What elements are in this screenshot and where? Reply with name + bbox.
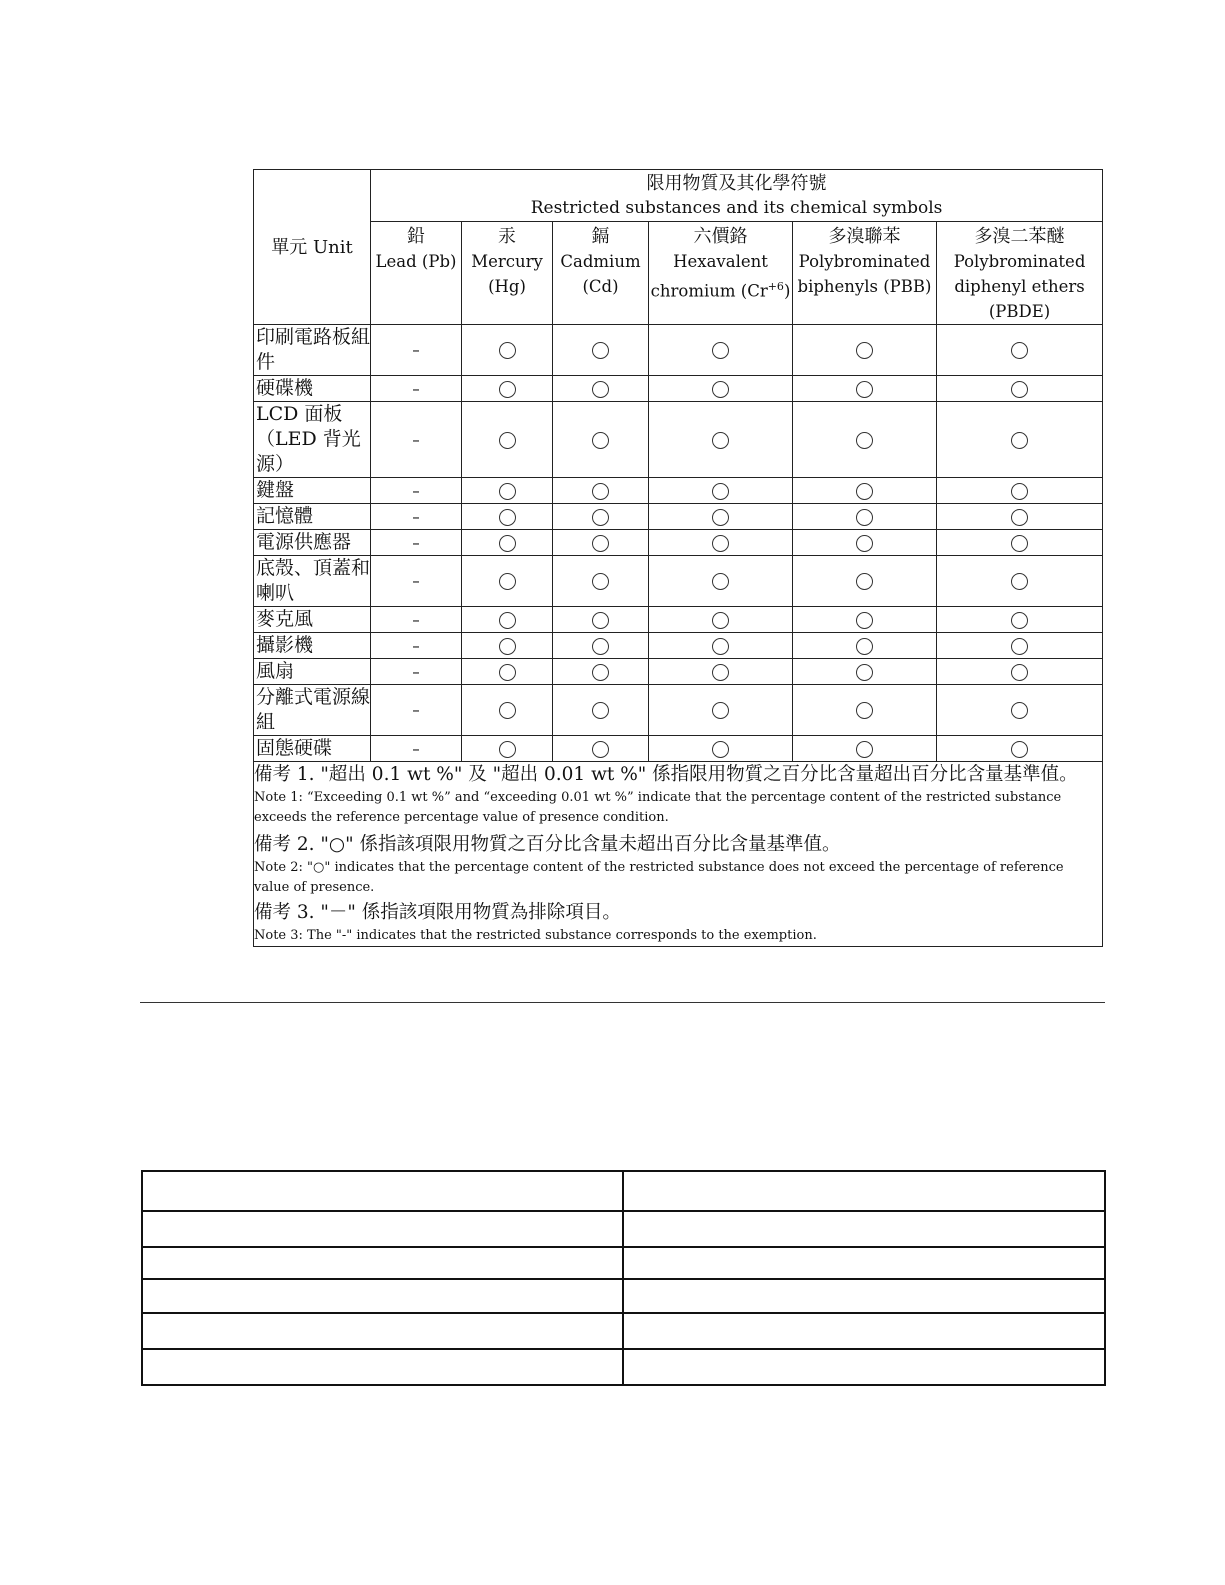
- unit-name: 固態硬碟: [254, 736, 371, 762]
- dash-mark: –: [412, 636, 420, 655]
- substance-cell: [793, 736, 937, 762]
- substance-cell: [649, 325, 793, 376]
- circle-icon: [1011, 483, 1028, 500]
- circle-icon: [1011, 638, 1028, 655]
- unit-name: 電源供應器: [254, 530, 371, 556]
- table-row: [142, 1211, 1105, 1247]
- circle-icon: [1011, 741, 1028, 758]
- table-cell: [142, 1279, 623, 1313]
- column-header-en-text: Cadmium (Cd): [560, 252, 641, 296]
- circle-icon: [499, 664, 516, 681]
- column-header: [371, 222, 462, 325]
- substance-cell: [793, 530, 937, 556]
- table-row: [142, 1247, 1105, 1279]
- table-cell: [623, 1171, 1105, 1211]
- circle-icon: [592, 483, 609, 500]
- dash-mark: –: [412, 430, 420, 449]
- circle-icon: [592, 432, 609, 449]
- circle-icon: [592, 381, 609, 398]
- substance-cell: [649, 556, 793, 607]
- substance-cell: [553, 556, 649, 607]
- column-header-zh: 鎘: [591, 226, 610, 247]
- substance-cell: [937, 530, 1103, 556]
- column-header-en: [937, 249, 1102, 324]
- circle-icon: [592, 702, 609, 719]
- substance-cell: [793, 556, 937, 607]
- substance-cell: [553, 402, 649, 478]
- dash-mark: –: [412, 739, 420, 758]
- substance-cell: [937, 325, 1103, 376]
- substance-cell: [649, 376, 793, 402]
- substance-cell: [937, 556, 1103, 607]
- circle-icon: [592, 664, 609, 681]
- dash-mark: –: [412, 341, 420, 359]
- circle-icon: [499, 342, 516, 359]
- table-cell: [142, 1349, 623, 1385]
- circle-icon: [499, 573, 516, 590]
- circle-icon: [1011, 381, 1028, 398]
- substance-cell: [937, 685, 1103, 736]
- unit-name: 底殼、頂蓋和喇叭: [254, 556, 371, 607]
- substance-cell: [553, 376, 649, 402]
- substance-cell: [937, 402, 1103, 478]
- unit-name: 印刷電路板組件: [254, 325, 371, 376]
- column-header: [553, 222, 649, 325]
- circle-icon: [592, 535, 609, 552]
- circle-icon: [712, 741, 729, 758]
- substance-cell: [649, 478, 793, 504]
- table-row: [254, 736, 1103, 762]
- notes-cell: [254, 762, 1103, 947]
- substance-cell: [462, 530, 553, 556]
- circle-icon: [499, 509, 516, 526]
- table-row: [142, 1279, 1105, 1313]
- column-header: [793, 222, 937, 325]
- substance-cell: [937, 376, 1103, 402]
- unit-name: 攝影機: [254, 633, 371, 659]
- circle-icon: [712, 664, 729, 681]
- table-cell: [142, 1313, 623, 1349]
- circle-icon: [712, 381, 729, 398]
- column-header-zh: 六價鉻: [693, 226, 748, 247]
- circle-icon: [856, 432, 873, 449]
- table-cell: [142, 1171, 623, 1211]
- circle-icon: [856, 612, 873, 629]
- note2-zh: 備考 2. "○" 係指該項限用物質之百分比含量未超出百分比含量基準值。: [254, 834, 841, 855]
- restricted-substances-table: [253, 169, 1103, 947]
- substance-cell: [649, 607, 793, 633]
- substance-cell: [462, 376, 553, 402]
- table-cell: [142, 1211, 623, 1247]
- table-cell: [142, 1247, 623, 1279]
- substance-cell: [793, 376, 937, 402]
- table-row: [254, 376, 1103, 402]
- substance-cell: [462, 325, 553, 376]
- column-header-en-text: Mercury (Hg): [471, 252, 543, 296]
- column-header-close: ): [783, 281, 791, 301]
- dash-mark: –: [412, 572, 420, 590]
- circle-icon: [712, 342, 729, 359]
- column-header-zh: 鉛: [407, 226, 425, 247]
- table-row: [254, 478, 1103, 504]
- substance-cell: [371, 556, 462, 607]
- dash-mark: –: [412, 481, 420, 500]
- substance-cell: [462, 607, 553, 633]
- circle-icon: [856, 638, 873, 655]
- circle-icon: [1011, 664, 1028, 681]
- table-row: [142, 1313, 1105, 1349]
- substance-cell: [649, 685, 793, 736]
- circle-icon: [1011, 432, 1028, 449]
- substance-cell: [937, 736, 1103, 762]
- substance-cell: [462, 402, 553, 478]
- unit-name: LCD 面板（LED 背光源）: [254, 402, 371, 478]
- note3-zh: 備考 3. "－" 係指該項限用物質為排除項目。: [254, 902, 621, 923]
- dash-mark: –: [412, 701, 420, 719]
- circle-icon: [856, 664, 873, 681]
- table-row: [254, 504, 1103, 530]
- substance-cell: [937, 633, 1103, 659]
- unit-name: 記憶體: [254, 504, 371, 530]
- substance-cell: [649, 659, 793, 685]
- table-cell: [623, 1247, 1105, 1279]
- substance-cell: [371, 530, 462, 556]
- circle-icon: [1011, 702, 1028, 719]
- column-header-zh: 多溴聯苯: [828, 226, 901, 247]
- column-header-sup: +6: [767, 280, 784, 293]
- circle-icon: [592, 573, 609, 590]
- substance-cell: [371, 633, 462, 659]
- column-header-en-text: Polybrominated biphenyls (PBB): [797, 252, 932, 296]
- circle-icon: [1011, 509, 1028, 526]
- substance-cell: [553, 478, 649, 504]
- circle-icon: [856, 509, 873, 526]
- circle-icon: [856, 741, 873, 758]
- substance-cell: [462, 478, 553, 504]
- unit-name: 麥克風: [254, 607, 371, 633]
- substance-cell: [649, 402, 793, 478]
- substance-cell: [462, 633, 553, 659]
- substance-cell: [937, 607, 1103, 633]
- group-header-zh: 限用物質及其化學符號: [646, 172, 827, 194]
- circle-icon: [712, 573, 729, 590]
- note1-zh: 備考 1. "超出 0.1 wt %" 及 "超出 0.01 wt %" 係指限用物質之百分比含量超出百分比含量基準值。: [254, 764, 1078, 785]
- substance-cell: [371, 607, 462, 633]
- substance-cell: [371, 376, 462, 402]
- circle-icon: [499, 483, 516, 500]
- circle-icon: [592, 612, 609, 629]
- substance-cell: [371, 736, 462, 762]
- circle-icon: [499, 638, 516, 655]
- circle-icon: [499, 381, 516, 398]
- table-row: [254, 325, 1103, 376]
- substance-cell: [462, 504, 553, 530]
- column-header-en: [371, 249, 461, 274]
- substance-cell: [793, 478, 937, 504]
- circle-icon: [1011, 535, 1028, 552]
- column-header-en: [553, 249, 648, 299]
- dash-mark: –: [412, 662, 420, 681]
- substance-cell: [937, 504, 1103, 530]
- circle-icon: [712, 509, 729, 526]
- group-header-en: Restricted substances and its chemical symbols: [530, 197, 943, 218]
- substance-cell: [371, 685, 462, 736]
- column-header-en: [462, 249, 552, 299]
- dash-mark: –: [412, 533, 420, 552]
- dash-mark: –: [412, 610, 420, 629]
- note1-en: Note 1: “Exceeding 0.1 wt %” and “exceeding 0.01 wt %” indicate that the percentage content of the restricted substance exceeds the reference percentage value of presence condition.: [254, 790, 1062, 825]
- substance-cell: [649, 736, 793, 762]
- unit-name: 硬碟機: [254, 376, 371, 402]
- unit-name: 分離式電源線組: [254, 685, 371, 736]
- unit-name: 風扇: [254, 659, 371, 685]
- table-cell: [623, 1313, 1105, 1349]
- column-header-zh: 多溴二苯醚: [974, 226, 1065, 247]
- table-row: [254, 685, 1103, 736]
- substance-cell: [462, 685, 553, 736]
- substance-cell: [793, 504, 937, 530]
- substance-cell: [371, 325, 462, 376]
- substance-cell: [937, 659, 1103, 685]
- circle-icon: [856, 702, 873, 719]
- substance-cell: [793, 402, 937, 478]
- circle-icon: [592, 741, 609, 758]
- note3-en: Note 3: The "-" indicates that the restricted substance corresponds to the exemption.: [254, 928, 817, 943]
- circle-icon: [856, 483, 873, 500]
- substance-cell: [553, 736, 649, 762]
- substance-cell: [649, 504, 793, 530]
- column-header: [462, 222, 553, 325]
- column-header-zh: 汞: [498, 226, 516, 247]
- table-row: [254, 530, 1103, 556]
- horizontal-divider: [140, 1002, 1105, 1003]
- dash-mark: –: [412, 507, 420, 526]
- substance-cell: [937, 478, 1103, 504]
- table-row: [142, 1349, 1105, 1385]
- column-header-en-text: Hexavalent chromium (Cr: [650, 252, 768, 301]
- table-row: [254, 556, 1103, 607]
- substance-cell: [793, 685, 937, 736]
- table-row: [142, 1171, 1105, 1211]
- circle-icon: [592, 342, 609, 359]
- circle-icon: [712, 638, 729, 655]
- circle-icon: [712, 612, 729, 629]
- table-row: [254, 607, 1103, 633]
- unit-name: 鍵盤: [254, 478, 371, 504]
- substance-cell: [553, 504, 649, 530]
- substance-cell: [553, 607, 649, 633]
- table-cell: [623, 1349, 1105, 1385]
- substance-cell: [371, 504, 462, 530]
- circle-icon: [712, 483, 729, 500]
- circle-icon: [1011, 573, 1028, 590]
- dash-mark: –: [412, 379, 420, 398]
- table-row: [254, 659, 1103, 685]
- rohs-table-image: [253, 169, 1102, 947]
- substance-cell: [553, 685, 649, 736]
- circle-icon: [712, 535, 729, 552]
- column-header-en: [793, 249, 936, 299]
- substance-cell: [649, 633, 793, 659]
- substance-cell: [553, 325, 649, 376]
- column-header-en-text: Lead (Pb): [375, 252, 457, 271]
- circle-icon: [1011, 342, 1028, 359]
- empty-table: [141, 1170, 1106, 1386]
- table-row: [254, 633, 1103, 659]
- column-header: [649, 222, 793, 325]
- substance-cell: [553, 633, 649, 659]
- substance-cell: [793, 607, 937, 633]
- substance-cell: [462, 556, 553, 607]
- unit-header: 單元 Unit: [254, 170, 371, 325]
- circle-icon: [856, 573, 873, 590]
- circle-icon: [712, 432, 729, 449]
- column-header-en: [649, 249, 792, 304]
- substance-cell: [371, 478, 462, 504]
- table-row: [254, 402, 1103, 478]
- circle-icon: [592, 638, 609, 655]
- substance-cell: [462, 659, 553, 685]
- table-cell: [623, 1279, 1105, 1313]
- circle-icon: [1011, 612, 1028, 629]
- substance-cell: [553, 659, 649, 685]
- substance-cell: [793, 325, 937, 376]
- substance-cell: [371, 402, 462, 478]
- substance-cell: [793, 633, 937, 659]
- circle-icon: [499, 432, 516, 449]
- note2-en: Note 2: "○" indicates that the percentage content of the restricted substance does not exceed the percentage of reference value of presence.: [254, 860, 1064, 895]
- table-cell: [623, 1211, 1105, 1247]
- circle-icon: [712, 702, 729, 719]
- column-header-en-text: Polybrominated diphenyl ethers (PBDE): [953, 252, 1086, 321]
- substance-cell: [371, 659, 462, 685]
- circle-icon: [499, 612, 516, 629]
- circle-icon: [592, 509, 609, 526]
- circle-icon: [499, 702, 516, 719]
- substances-group-header: [371, 170, 1103, 222]
- circle-icon: [856, 342, 873, 359]
- substance-cell: [649, 530, 793, 556]
- circle-icon: [499, 741, 516, 758]
- substance-cell: [793, 659, 937, 685]
- circle-icon: [499, 535, 516, 552]
- circle-icon: [856, 381, 873, 398]
- substance-cell: [462, 736, 553, 762]
- circle-icon: [856, 535, 873, 552]
- column-header: [937, 222, 1103, 325]
- substance-cell: [553, 530, 649, 556]
